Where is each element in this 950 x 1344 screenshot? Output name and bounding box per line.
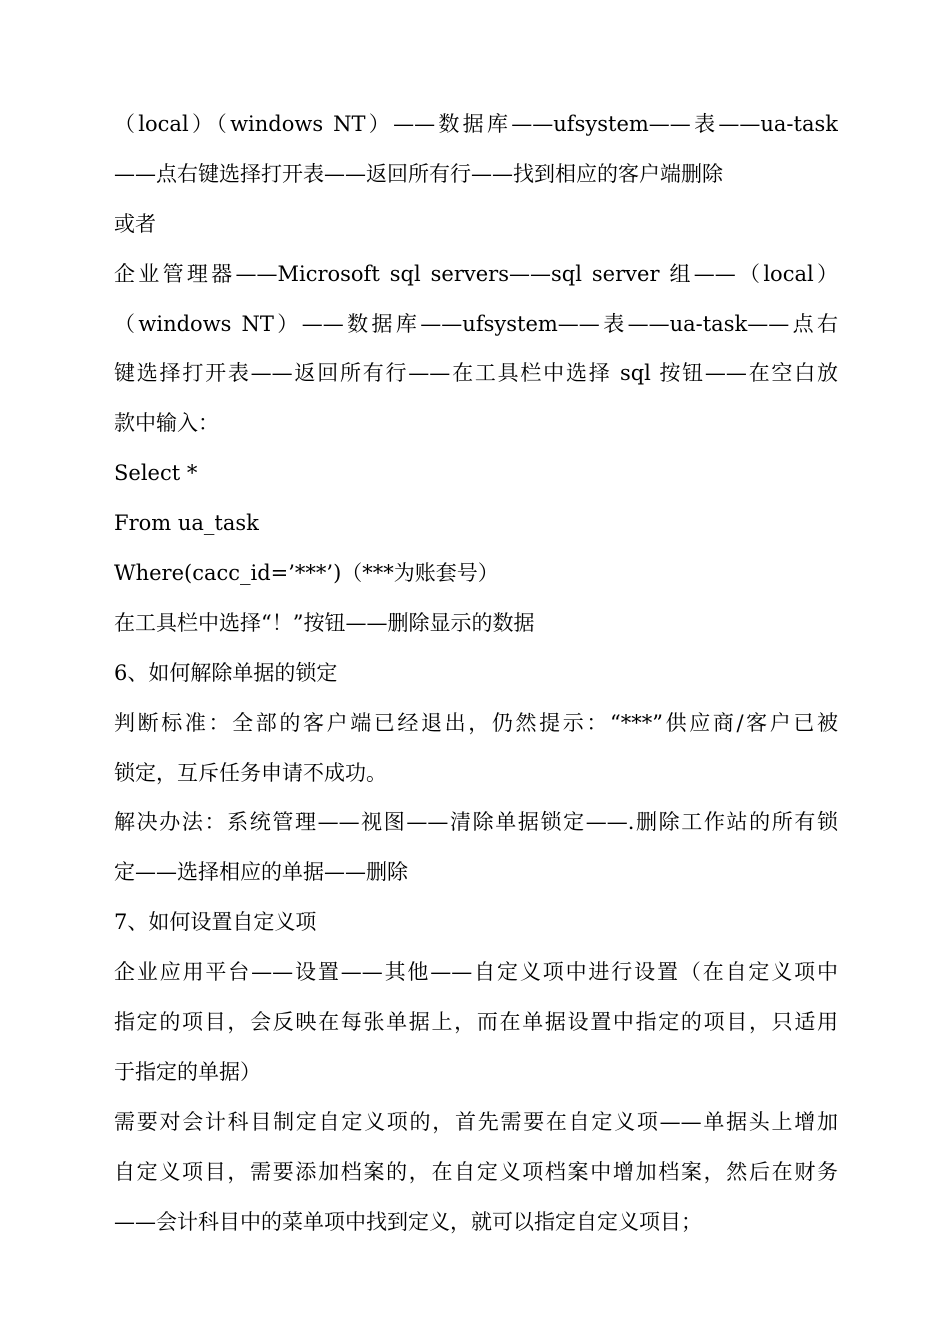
text-line: 自定义项目，需要添加档案的，在自定义项档案中增加档案，然后在财务 <box>114 1159 838 1184</box>
text-line: ——会计科目中的菜单项中找到定义，就可以指定自定义项目； <box>114 1209 702 1234</box>
sql-line: Select * <box>114 461 198 486</box>
text-line: 键选择打开表——返回所有行——在工具栏中选择 sql 按钮——在空白放 <box>114 361 838 386</box>
sql-line: From ua_task <box>114 511 259 536</box>
text-line: 指定的项目，会反映在每张单据上，而在单据设置中指定的项目，只适用 <box>114 1010 838 1035</box>
text-line: 于指定的单据） <box>114 1059 261 1084</box>
text-line: 需要对会计科目制定自定义项的，首先需要在自定义项——单据头上增加 <box>114 1109 838 1134</box>
text-line: 判断标准：全部的客户端已经退出，仍然提示：“***”供应商/客户已被 <box>114 710 838 735</box>
section-heading: 7、如何设置自定义项 <box>114 910 317 935</box>
text-line: （windows NT）——数据库——ufsystem——表——ua-task——点右 <box>114 311 838 336</box>
text-line: 解决办法：系统管理——视图——清除单据锁定——.删除工作站的所有锁 <box>114 810 838 835</box>
text-line: 定——选择相应的单据——删除 <box>114 860 408 885</box>
document-body <box>114 100 838 1247</box>
text-line: 锁定，互斥任务申请不成功。 <box>114 760 387 785</box>
text-line: ——点右键选择打开表——返回所有行——找到相应的客户端删除 <box>114 161 723 186</box>
text-line: 企业应用平台——设置——其他——自定义项中进行设置（在自定义项中 <box>114 960 838 985</box>
sql-line: Where(cacc_id=’***’)（***为账套号） <box>114 561 499 586</box>
text-line: 在工具栏中选择“！”按钮——删除显示的数据 <box>114 610 535 635</box>
text-line: 或者 <box>114 211 156 236</box>
text-line: 款中输入： <box>114 411 219 436</box>
text-line: 企业管理器——Microsoft sql servers——sql server 组——（local） <box>114 261 838 286</box>
text-line: （local）（windows NT）——数据库——ufsystem——表——ua-task <box>114 112 838 136</box>
section-heading: 6、如何解除单据的锁定 <box>114 660 338 685</box>
